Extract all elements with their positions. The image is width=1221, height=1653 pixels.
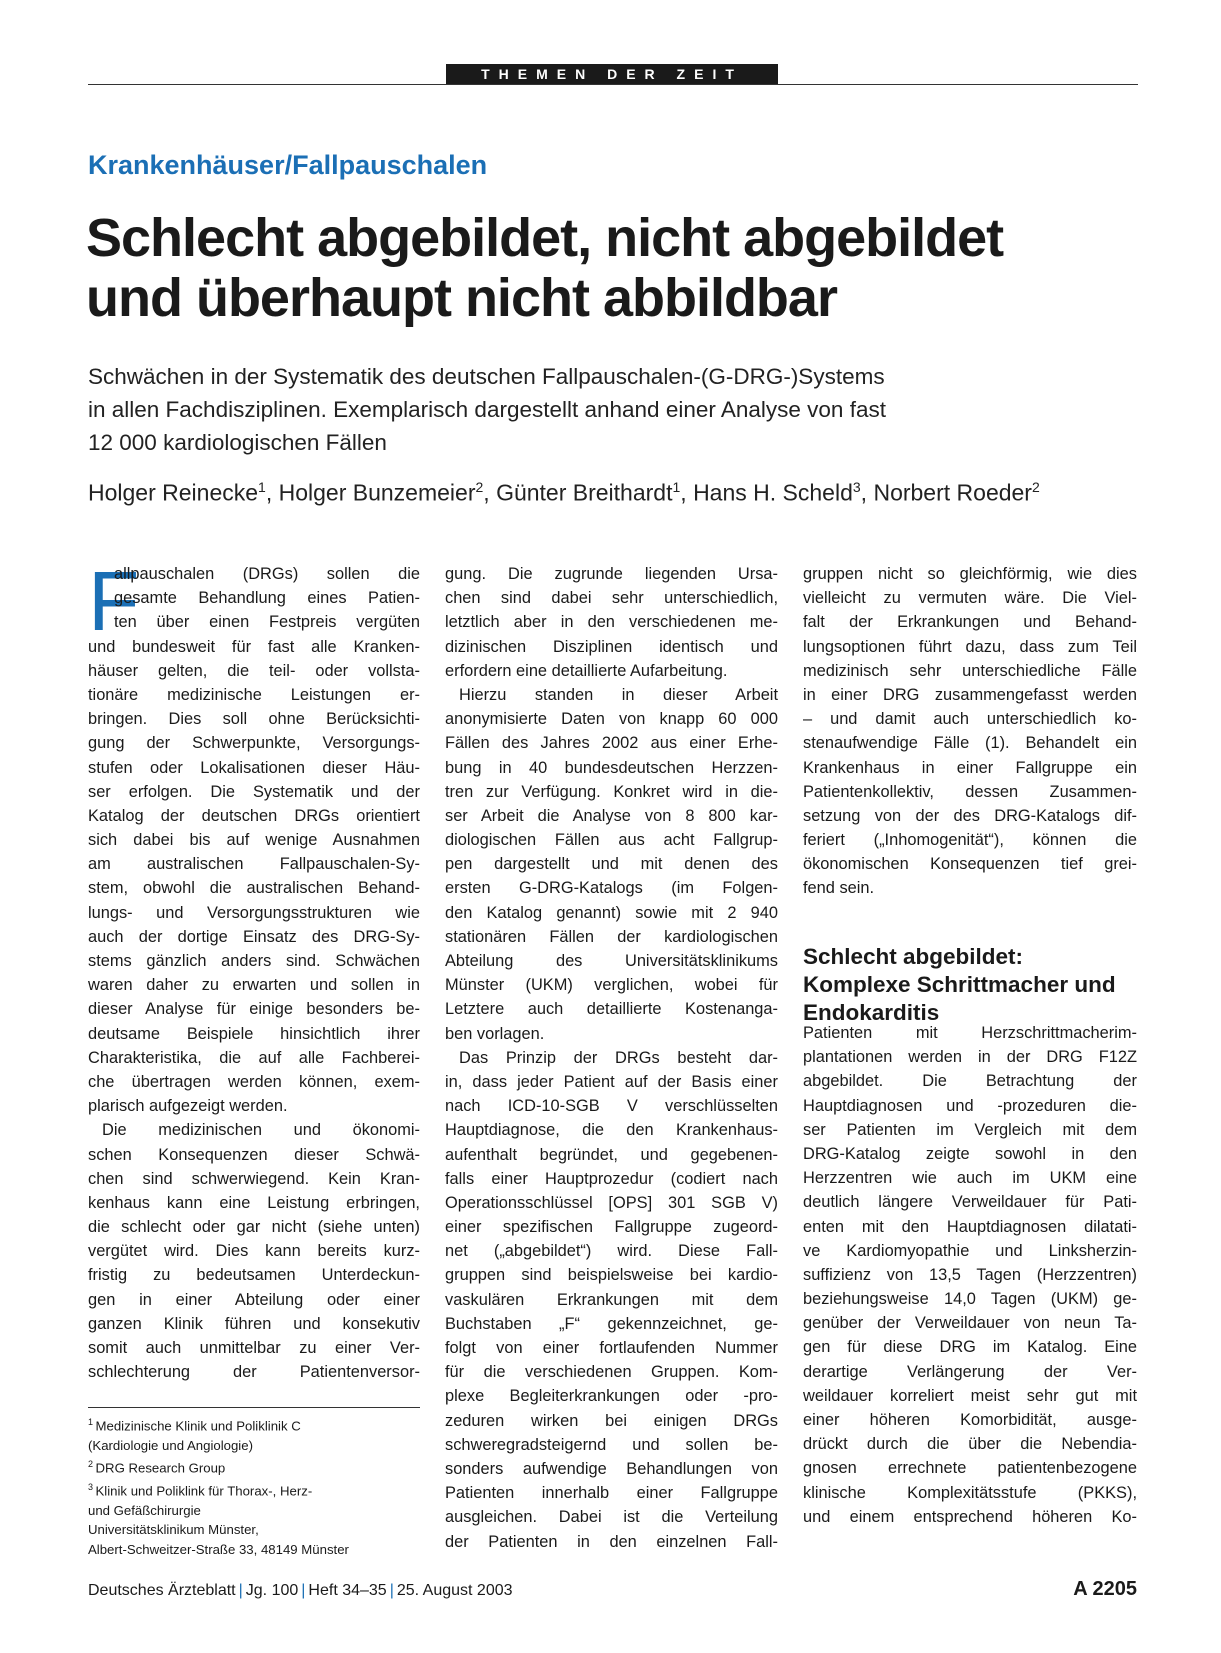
text-line: stem, obwohl die australischen Behand- bbox=[88, 879, 420, 898]
text-line: falls einer Hauptprozedur (codiert nach bbox=[445, 1169, 778, 1188]
text-line: plantationen werden in der DRG F12Z bbox=[803, 1048, 1137, 1067]
text-line: DRG-Katalog zeigte sowohl in den bbox=[803, 1144, 1137, 1163]
text-line: Letztere auch detaillierte Kostenanga- bbox=[445, 1000, 778, 1019]
subtitle-line: in allen Fachdisziplinen. Exemplarisch dargestellt anhand einer Analyse von fast bbox=[88, 397, 886, 422]
text-line: ökonomischen Konsequenzen tief grei- bbox=[803, 855, 1137, 874]
text-line: nach ICD-10-SGB V verschlüsselten bbox=[445, 1097, 778, 1116]
text-line: bringen. Dies soll ohne Berücksichti- bbox=[88, 710, 420, 729]
journal-name: Deutsches Ärzteblatt bbox=[88, 1582, 236, 1599]
section-subheading bbox=[803, 943, 1137, 1027]
text-line: gen für diese DRG im Katalog. Eine bbox=[803, 1338, 1137, 1357]
text-line: Hauptdiagnosen und -prozeduren die- bbox=[803, 1096, 1137, 1115]
headline-line: Schlecht abgebildet, nicht abgebildet bbox=[86, 208, 1004, 268]
text-line: ganzen Klinik führen und konsekutiv bbox=[88, 1314, 420, 1333]
text-line: feriert („Inhomogenität“), können die bbox=[803, 831, 1137, 850]
text-line: dizinischen Disziplinen identisch und bbox=[445, 637, 778, 656]
text-line: Operationsschlüssel [OPS] 301 SGB V) bbox=[445, 1193, 778, 1212]
text-line: plexe Begleiterkrankungen oder -pro- bbox=[445, 1387, 778, 1406]
footnote-text: DRG Research Group bbox=[95, 1460, 226, 1476]
text-line: vielleicht zu vermuten wäre. Die Viel- bbox=[803, 589, 1137, 608]
text-line: gruppen nicht so gleichförmig, wie dies bbox=[803, 565, 1137, 583]
text-line: tionäre medizinische Leistungen er- bbox=[88, 685, 420, 704]
text-line: zeduren wirken bei einigen DRGs bbox=[445, 1411, 778, 1430]
subtitle-line: Schwächen in der Systematik des deutschen Fallpauschalen-(G-DRG-)Systems bbox=[88, 364, 885, 389]
date: 25. August 2003 bbox=[396, 1582, 513, 1599]
text-line: diologischen Fällen aus acht Fallgrup- bbox=[445, 831, 778, 850]
text-line: derartige Verlängerung der Ver- bbox=[803, 1362, 1137, 1381]
footnote-line bbox=[88, 1501, 420, 1520]
footnote-marker: 3 bbox=[88, 1482, 96, 1492]
subheading-line: Komplexe Schrittmacher und bbox=[803, 972, 1116, 997]
rubric-rule bbox=[88, 84, 1138, 85]
text-line: häuser gelten, die teil- oder vollsta- bbox=[88, 661, 420, 680]
text-line: Buchstaben „F“ gekennzeichnet, ge- bbox=[445, 1314, 778, 1333]
column-3-bottom bbox=[803, 1021, 1137, 1529]
text-line: ersten G-DRG-Katalogs (im Folgen- bbox=[445, 879, 778, 898]
text-line: die schlecht oder gar nicht (siehe unten) bbox=[88, 1218, 420, 1237]
text-line: fend sein. bbox=[803, 879, 875, 898]
footnote-line bbox=[88, 1478, 420, 1501]
footnote-rule bbox=[88, 1407, 420, 1408]
text-line: lungsoptionen führt dazu, dass zum Teil bbox=[803, 637, 1137, 656]
footnote-text: Medizinische Klinik und Poliklinik C bbox=[95, 1418, 301, 1434]
text-line: gen in einer Abteilung oder einer bbox=[88, 1290, 420, 1309]
footnotes bbox=[88, 1413, 420, 1559]
text-line: der Patienten in den einzelnen Fall- bbox=[445, 1532, 778, 1551]
text-line: gesamte Behandlung eines Patien- bbox=[114, 589, 420, 608]
footnote-text: Albert-Schweitzer-Straße 33, 48149 Münster bbox=[88, 1541, 349, 1557]
text-line: stationären Fällen der kardiologischen bbox=[445, 927, 778, 946]
text-line: ser Patienten im Vergleich mit dem bbox=[803, 1120, 1137, 1139]
footnote-line bbox=[88, 1520, 420, 1539]
text-line: gnosen errechnete patientenbezogene bbox=[803, 1459, 1137, 1478]
page-footer bbox=[88, 1582, 513, 1600]
text-line: beziehungsweise 14,0 Tagen (UKM) ge- bbox=[803, 1290, 1137, 1309]
author-affiliation: 3 bbox=[852, 479, 861, 495]
author-name: Hans H. Scheld bbox=[693, 479, 853, 506]
footer-separator: | bbox=[301, 1582, 306, 1599]
footnote-text: (Kardiologie und Angiologie) bbox=[88, 1437, 253, 1453]
text-line: Hauptdiagnose, die den Krankenhaus- bbox=[445, 1121, 778, 1140]
column-3-top bbox=[803, 562, 1137, 901]
column-2 bbox=[445, 562, 778, 1554]
text-line: abgebildet. Die Betrachtung der bbox=[803, 1072, 1137, 1091]
footnote-text: Klinik und Poliklink für Thorax-, Herz- bbox=[95, 1483, 313, 1499]
text-line: bung in 40 bundesdeutschen Herzzen- bbox=[445, 758, 778, 777]
author-name: Norbert Roeder bbox=[873, 479, 1032, 506]
author-list: Holger Reinecke$^1$, Holger Bunzemeier$^2$, Günter Breithardt$^1$, Hans H. Scheld$^3$, Norbert Roeder$^2$ bbox=[88, 479, 1040, 506]
footnote-marker: 2 bbox=[88, 1459, 96, 1470]
text-line: Krankenhaus in einer Fallgruppe ein bbox=[803, 758, 1137, 777]
text-line: ser erfolgen. Die Systematik und der bbox=[88, 782, 420, 801]
text-line: stufen oder Lokalisationen dieser Häu- bbox=[88, 758, 420, 777]
kicker: Krankenhäuser/Fallpauschalen bbox=[88, 150, 488, 180]
text-line: setzung von der des DRG-Katalogs dif- bbox=[803, 806, 1137, 825]
text-line: ser Arbeit die Analyse von 8 800 kar- bbox=[445, 806, 778, 825]
headline-line: und überhaupt nicht abbildbar bbox=[86, 268, 837, 328]
text-line: allpauschalen (DRGs) sollen die bbox=[114, 565, 420, 583]
text-line: gruppen sind beispielsweise bei kardio- bbox=[445, 1266, 778, 1285]
author-name: Holger Bunzemeier bbox=[278, 479, 476, 506]
text-line: Hierzu standen in dieser Arbeit bbox=[459, 685, 778, 704]
volume: Jg. 100 bbox=[245, 1582, 299, 1599]
drop-cap: F bbox=[88, 554, 140, 648]
text-line: tren zur Verfügung. Konkret wird in die- bbox=[445, 782, 778, 801]
text-line: und einem entsprechend höheren Ko- bbox=[803, 1507, 1137, 1526]
text-line: am australischen Fallpauschalen-Sy- bbox=[88, 855, 420, 874]
text-line: genüber der Verweildauer von neun Ta- bbox=[803, 1314, 1137, 1333]
footnote-line bbox=[88, 1540, 420, 1559]
text-line: in einer DRG zusammengefasst werden bbox=[803, 685, 1137, 704]
text-line: Patienten mit Herzschrittmacherim- bbox=[803, 1024, 1137, 1042]
footer-separator: | bbox=[238, 1582, 243, 1599]
author-affiliation: 1 bbox=[672, 479, 681, 495]
text-line: enten mit den Hauptdiagnosen dilatati- bbox=[803, 1217, 1137, 1236]
text-line: deutlich längere Verweildauer für Pati- bbox=[803, 1193, 1137, 1212]
text-line: Fällen des Jahres 2002 aus einer Erhe- bbox=[445, 734, 778, 753]
text-line: dieser Analyse für einige besonders be- bbox=[88, 1000, 420, 1019]
text-line: Die medizinischen und ökonomi- bbox=[102, 1121, 420, 1140]
text-line: waren daher zu erwarten und sollen in bbox=[88, 976, 420, 995]
text-line: Katalog der deutschen DRGs orientiert bbox=[88, 806, 420, 825]
text-line: einer spezifischen Fallgruppe zugeord- bbox=[445, 1218, 778, 1237]
headline bbox=[86, 208, 1146, 328]
text-line: gung der Schwerpunkte, Versorgungs- bbox=[88, 734, 420, 753]
subheading-line: Schlecht abgebildet: bbox=[803, 944, 1024, 969]
subtitle bbox=[88, 360, 1098, 459]
author-affiliation: 1 bbox=[258, 479, 266, 495]
text-line: schlechterung der Patientenversor- bbox=[88, 1363, 420, 1382]
text-line: weildauer korreliert meist sehr gut mit bbox=[803, 1386, 1137, 1405]
text-line: Münster (UKM) verglichen, wobei für bbox=[445, 976, 778, 995]
subtitle-line: 12 000 kardiologischen Fällen bbox=[88, 430, 387, 455]
text-line: chen sind dabei sehr unterschiedlich, bbox=[445, 589, 778, 608]
text-line: schen Konsequenzen dieser Schwä- bbox=[88, 1145, 420, 1164]
column-1 bbox=[88, 554, 420, 1384]
author-affiliation: 2 bbox=[475, 479, 484, 495]
text-line: Das Prinzip der DRGs besteht dar- bbox=[459, 1048, 778, 1067]
footnote-marker: 1 bbox=[88, 1417, 96, 1427]
text-line: den Katalog genannt) sowie mit 2 940 bbox=[445, 903, 778, 922]
section-rubric: THEMEN DER ZEIT bbox=[446, 64, 778, 84]
text-line: gung. Die zugrunde liegenden Ursa- bbox=[445, 565, 778, 583]
text-line: Patienten innerhalb einer Fallgruppe bbox=[445, 1484, 778, 1503]
text-line: plarisch aufgezeigt werden. bbox=[88, 1097, 288, 1116]
text-line: drückt durch die über die Nebendia- bbox=[803, 1435, 1137, 1454]
text-line: ben vorlagen. bbox=[445, 1024, 545, 1043]
text-line: Patientenkollektiv, dessen Zusammen- bbox=[803, 782, 1137, 801]
text-line: letztlich aber in den verschiedenen me- bbox=[445, 613, 778, 632]
subheading-line: Endokarditis bbox=[803, 1000, 940, 1025]
text-line: folgt von einer fortlaufenden Nummer bbox=[445, 1339, 778, 1357]
text-line: Herzzentren wie auch im UKM eine bbox=[803, 1169, 1137, 1188]
footnote-text: und Gefäßchirurgie bbox=[88, 1502, 201, 1518]
text-line: deutsame Beispiele hinsichtlich ihrer bbox=[88, 1024, 420, 1043]
text-line: ten über einen Festpreis vergüten bbox=[114, 613, 420, 632]
text-line: einer höheren Komorbidität, ausge- bbox=[803, 1411, 1137, 1429]
text-line: für die verschiedenen Gruppen. Kom- bbox=[445, 1363, 778, 1382]
text-line: che übertragen werden können, exem- bbox=[88, 1072, 420, 1091]
text-line: und bundesweit für fast alle Kranken- bbox=[88, 637, 420, 656]
text-line: net („abgebildet“) wird. Diese Fall- bbox=[445, 1242, 778, 1261]
text-line: schweregradsteigernd und sollen be- bbox=[445, 1435, 778, 1454]
text-line: erfordern eine detaillierte Aufarbeitung. bbox=[445, 661, 728, 680]
text-line: medizinisch sehr unterschiedliche Fälle bbox=[803, 661, 1137, 680]
footer-separator: | bbox=[389, 1582, 394, 1599]
text-line: aufenthalt begründet, und gegebenen- bbox=[445, 1145, 778, 1164]
text-line: suffizienz von 13,5 Tagen (Herzzentren) bbox=[803, 1265, 1137, 1284]
text-line: vergütet wird. Dies kann bereits kurz- bbox=[88, 1242, 420, 1261]
author-name: Günter Breithardt bbox=[496, 479, 673, 506]
text-line: ve Kardiomyopathie und Linksherzin- bbox=[803, 1241, 1137, 1260]
text-line: Charakteristika, die auf alle Fachberei- bbox=[88, 1048, 420, 1067]
text-line: stenaufwendige Fälle (1). Behandelt ein bbox=[803, 734, 1137, 753]
author-affiliation: 2 bbox=[1031, 479, 1040, 495]
issue: Heft 34–35 bbox=[308, 1582, 387, 1599]
footnote-line bbox=[88, 1455, 420, 1478]
text-line: sonders aufwendige Behandlungen von bbox=[445, 1459, 778, 1478]
text-line: somit auch unmittelbar zu einer Ver- bbox=[88, 1339, 420, 1357]
text-line: auch der dortige Einsatz des DRG-Sy- bbox=[88, 927, 420, 946]
footnote-text: Universitätsklinikum Münster, bbox=[88, 1522, 259, 1538]
text-line: chen sind schwerwiegend. Kein Kran- bbox=[88, 1169, 420, 1188]
text-line: fristig zu bedeutsamen Unterdeckun- bbox=[88, 1266, 420, 1285]
text-line: kenhaus kann eine Leistung erbringen, bbox=[88, 1193, 420, 1212]
text-line: falt der Erkrankungen und Behand- bbox=[803, 613, 1137, 632]
text-line: sich dabei bis auf wenige Ausnahmen bbox=[88, 831, 420, 850]
text-line: – und damit auch unterschiedlich ko- bbox=[803, 710, 1137, 729]
text-line: ausgleichen. Dabei ist die Verteilung bbox=[445, 1508, 778, 1527]
page-number: A 2205 bbox=[1073, 1578, 1137, 1600]
text-line: lungs- und Versorgungsstrukturen wie bbox=[88, 903, 420, 922]
text-line: anonymisierte Daten von knapp 60 000 bbox=[445, 710, 778, 729]
author-name: Holger Reinecke bbox=[88, 479, 259, 506]
text-line: vaskulären Erkrankungen mit dem bbox=[445, 1290, 778, 1309]
text-line: stems gänzlich anders sind. Schwächen bbox=[88, 952, 420, 970]
text-line: Abteilung des Universitätsklinikums bbox=[445, 952, 778, 970]
footnote-line bbox=[88, 1413, 420, 1436]
text-line: klinische Komplexitätsstufe (PKKS), bbox=[803, 1483, 1137, 1502]
text-line: pen dargestellt und mit denen des bbox=[445, 855, 778, 874]
footnote-line bbox=[88, 1436, 420, 1455]
text-line: in, dass jeder Patient auf der Basis einer bbox=[445, 1072, 778, 1091]
